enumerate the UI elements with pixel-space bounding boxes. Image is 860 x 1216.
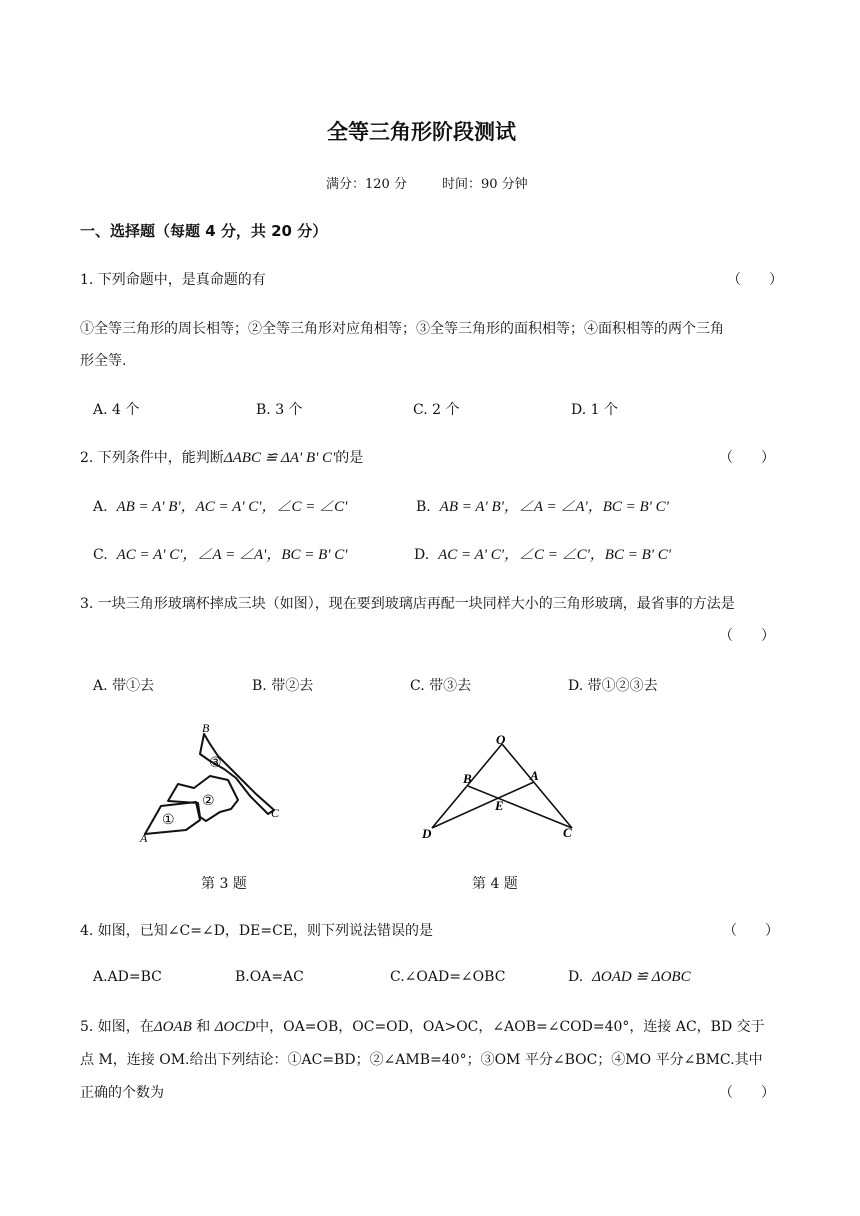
piece-1-label: ①	[162, 813, 175, 828]
figure-4-diagram	[420, 730, 585, 845]
segment-da	[432, 782, 534, 828]
section-heading: 一、选择题（每题 4 分，共 20 分）	[80, 222, 328, 240]
option-label: A.	[93, 499, 108, 515]
question-1-line-1: ①全等三角形的周长相等；②全等三角形对应角相等；③全等三角形的面积相等；④面积相等的两个三角	[80, 321, 724, 337]
option-label: D.	[568, 969, 584, 985]
question-5-line-2: 点 M，连接 OM.给出下列结论：①AC=BD；②∠AMB=40°；③OM 平分∠BOC；④MO 平分∠BMC.其中	[80, 1052, 763, 1068]
piece-2-label: ②	[202, 794, 215, 809]
point-a-label: A	[530, 768, 539, 783]
piece-3-label: ③	[209, 756, 222, 771]
segment-od	[432, 744, 502, 828]
question-3-option-d: D. 带①②③去	[568, 678, 658, 694]
point-c-label: C	[563, 825, 572, 840]
question-2-option-d	[414, 543, 671, 564]
question-4-stem: 4. 如图，已知∠C=∠D，DE=CE，则下列说法错误的是	[80, 923, 434, 939]
question-5-answer-bracket: （ ）	[719, 1085, 775, 1101]
point-e-label: E	[495, 798, 504, 813]
question-1-option-a: A. 4 个	[93, 402, 140, 418]
question-1-answer-bracket: （ ）	[727, 272, 783, 288]
option-math: AB = A' B'，AC = A' C'，∠C = ∠C'	[116, 499, 348, 515]
option-math: AC = A' C'，∠C = ∠C'，BC = B' C'	[438, 547, 671, 563]
q5-text-3: 中，OA=OB，OC=OD，OA>OC，∠AOB=∠COD=40°，连接 AC，BD 交于	[255, 1019, 765, 1035]
segment-cb	[468, 786, 572, 828]
q5-text-1: 5. 如图，在	[80, 1019, 154, 1035]
question-4-option-b: B.OA=AC	[235, 969, 304, 985]
question-4-answer-bracket: （ ）	[723, 923, 779, 939]
segment-oc	[502, 744, 572, 828]
question-3-answer-bracket: （ ）	[719, 628, 775, 644]
question-2-option-b	[416, 495, 669, 516]
question-5-line-3: 正确的个数为	[80, 1085, 164, 1101]
question-1-option-b: B. 3 个	[256, 402, 303, 418]
question-2-stem-suffix: 的是	[335, 450, 364, 466]
option-math: ΔOAD ≌ ΔOBC	[592, 969, 691, 985]
question-3-option-b: B. 带②去	[252, 678, 314, 694]
figure-3-broken-triangle	[128, 716, 298, 846]
option-label: D.	[414, 547, 430, 563]
option-label: B.	[416, 499, 431, 515]
question-1-line-2: 形全等.	[80, 353, 127, 369]
point-b-label: B	[463, 771, 472, 786]
figure-3-caption: 第 3 题	[201, 876, 247, 892]
question-1-option-c: C. 2 个	[413, 402, 460, 418]
time-info: 时间：90 分钟	[442, 177, 528, 192]
question-4-option-a: A.AD=BC	[93, 969, 162, 985]
point-c-label: C	[271, 806, 280, 820]
question-3-stem: 3. 一块三角形玻璃杯摔成三块（如图），现在要到玻璃店再配一块同样大小的三角形玻璃，最省事的方法是	[80, 596, 735, 612]
q5-text-2: 和	[196, 1019, 211, 1035]
figure-4-caption: 第 4 题	[472, 876, 518, 892]
point-d-label: D	[422, 826, 432, 841]
question-1-option-d: D. 1 个	[571, 402, 618, 418]
question-2-stem-math: ΔABC ≌ ΔA' B' C'	[223, 450, 336, 466]
question-3-option-a: A. 带①去	[93, 678, 155, 694]
q5-math-1: ΔOAB	[153, 1019, 192, 1035]
question-2-stem	[80, 447, 363, 467]
option-label: C.	[93, 547, 108, 563]
page-title: 全等三角形阶段测试	[327, 120, 516, 144]
question-4-option-d	[568, 967, 691, 986]
question-5-line-1	[80, 1016, 765, 1036]
question-2-option-a	[93, 495, 347, 516]
question-1-stem: 1. 下列命题中，是真命题的有	[80, 272, 266, 288]
question-4-option-c: C.∠OAD=∠OBC	[390, 969, 506, 985]
option-math: AB = A' B'，∠A = ∠A'，BC = B' C'	[439, 499, 669, 515]
option-math: AC = A' C'，∠A = ∠A'，BC = B' C'	[116, 547, 348, 563]
q5-math-2: ΔOCD	[214, 1019, 256, 1035]
question-2-option-c	[93, 543, 347, 564]
score-info: 满分：120 分	[326, 177, 407, 192]
point-o-label: O	[496, 732, 506, 747]
question-2-stem-prefix: 2. 下列条件中，能判断	[80, 450, 224, 466]
point-a-label: A	[140, 831, 148, 845]
point-b-label: B	[202, 721, 210, 735]
question-2-answer-bracket: （ ）	[719, 450, 775, 466]
question-3-option-c: C. 带③去	[410, 678, 472, 694]
